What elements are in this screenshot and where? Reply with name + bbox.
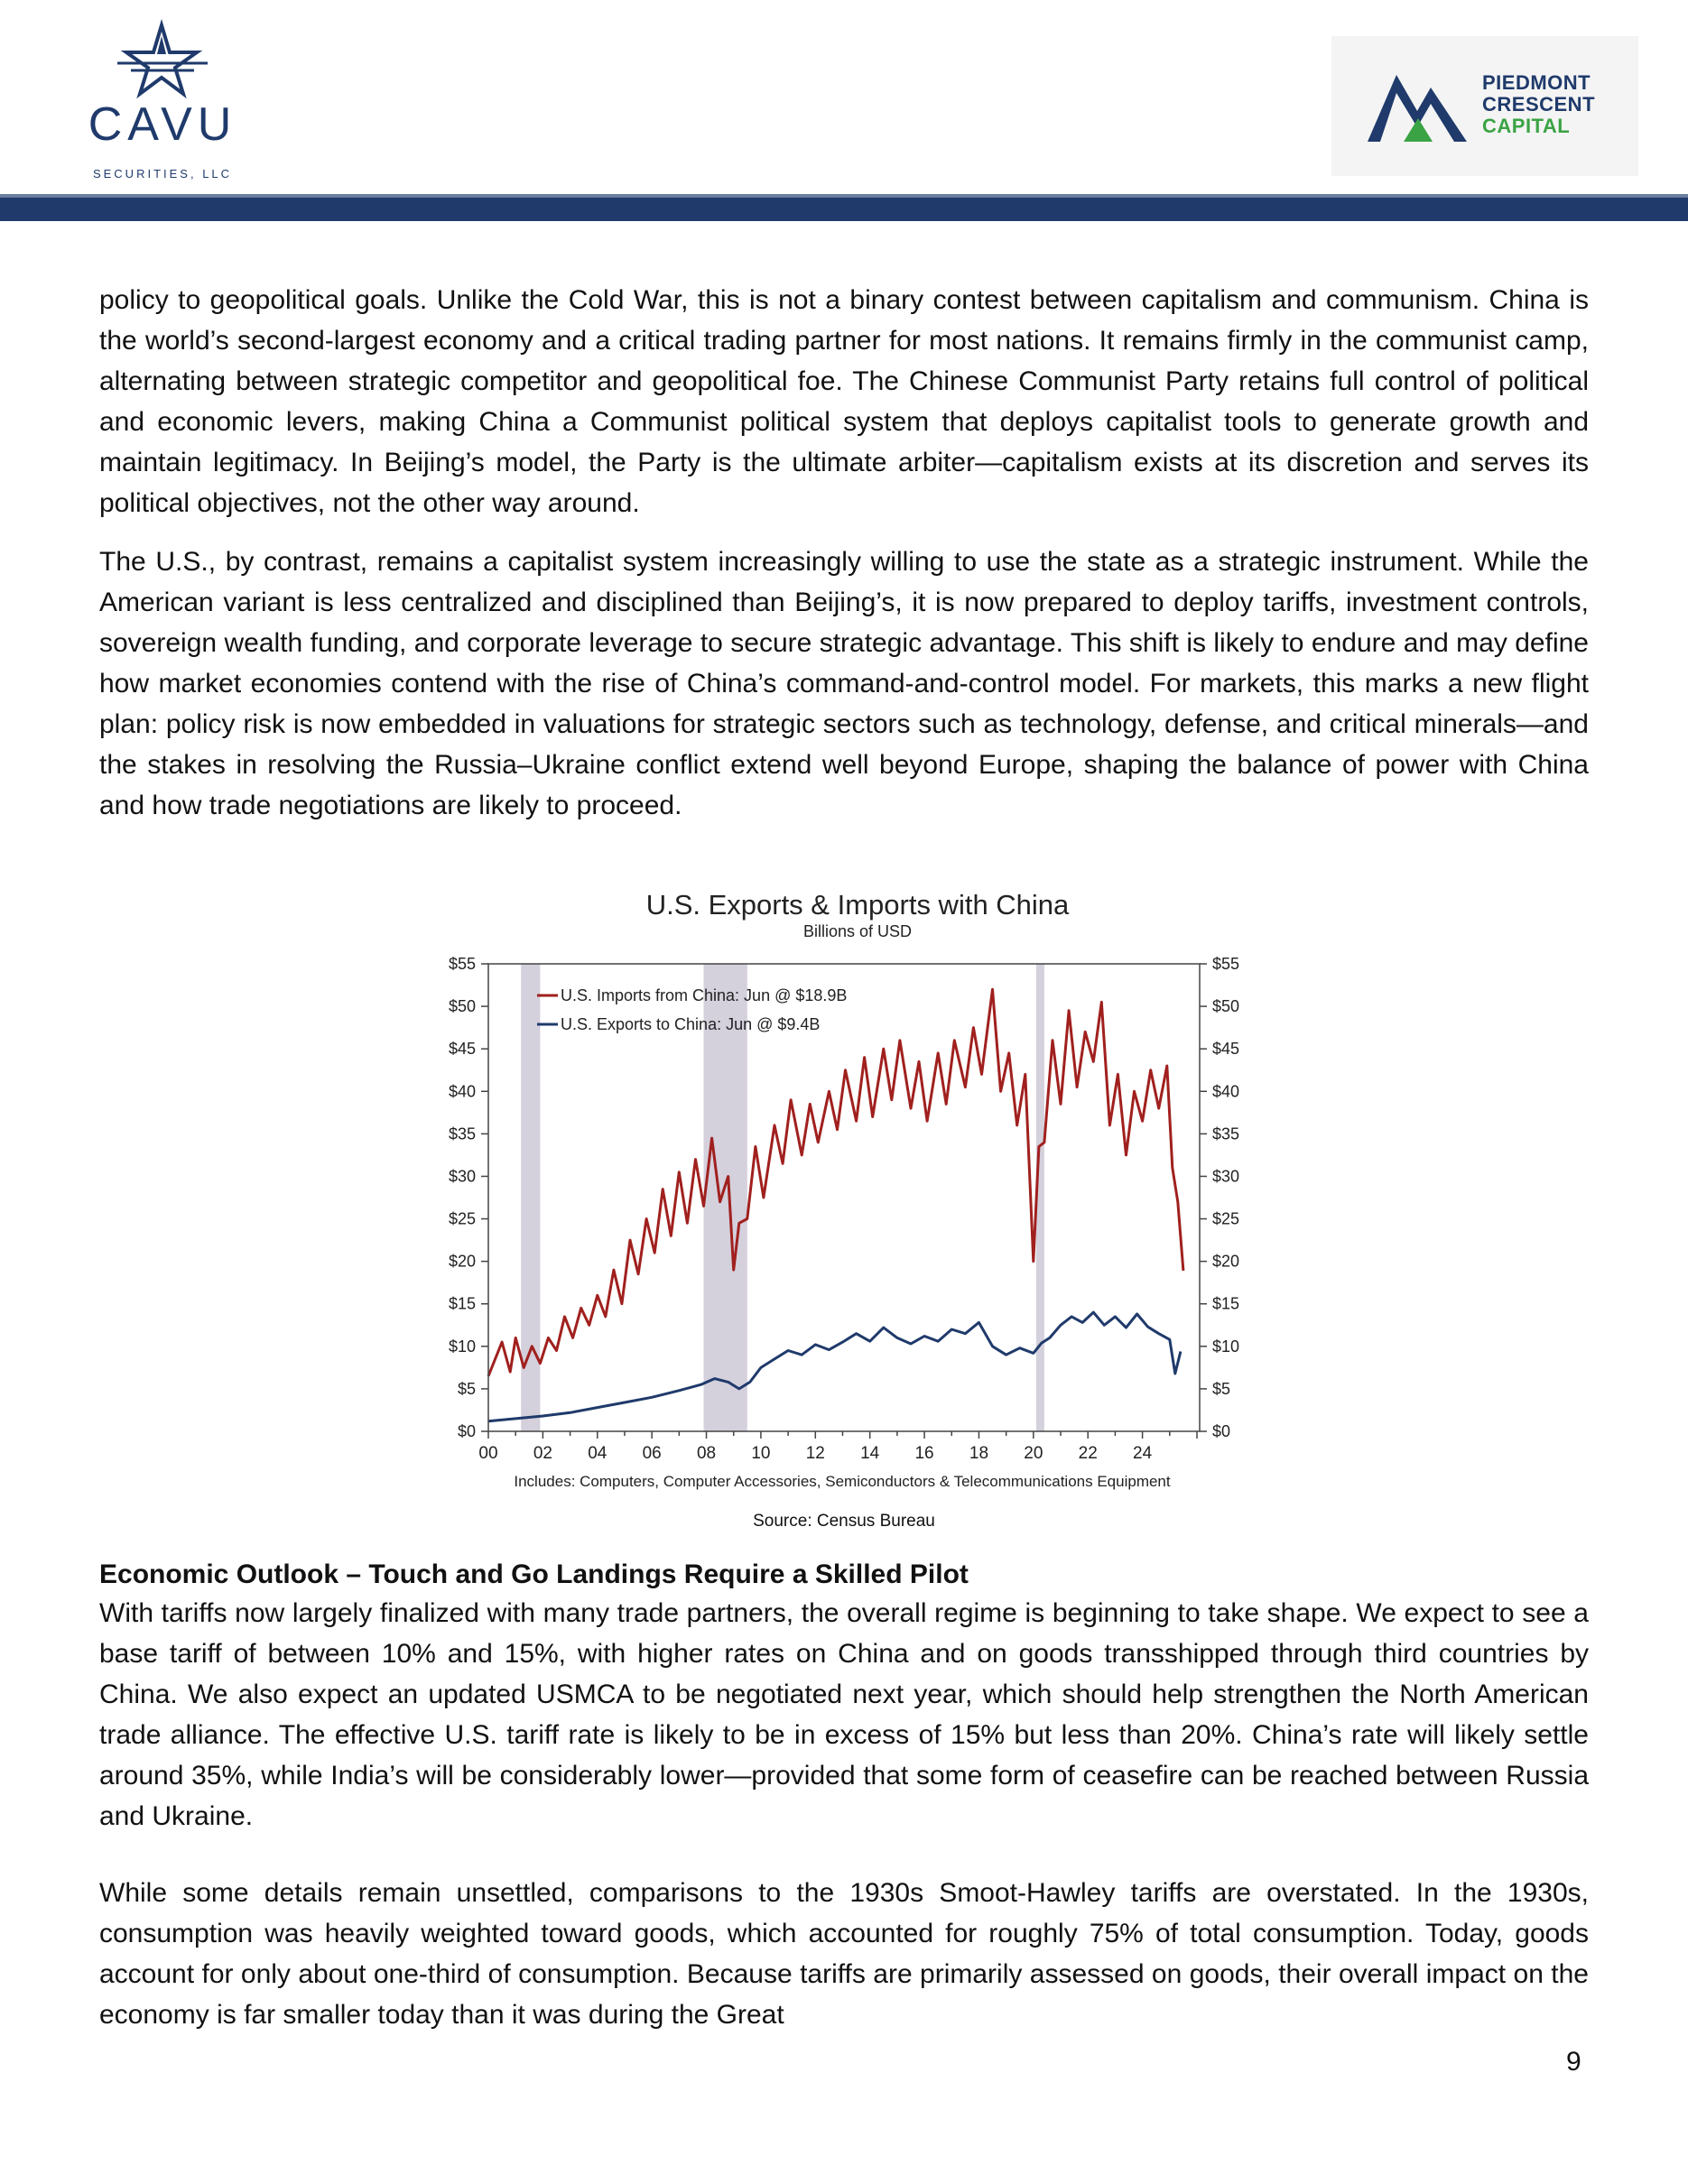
- mountain-logo-icon: [1368, 68, 1476, 144]
- y-tick-label-left: $35: [448, 1124, 476, 1143]
- recession-band: [521, 964, 540, 1431]
- header-divider-bar: [0, 198, 1688, 221]
- y-tick-label-right: $20: [1212, 1252, 1240, 1271]
- chart-footnote: Includes: Computers, Computer Accessories, Semiconductors & Telecommunications Equipment: [514, 1473, 1171, 1490]
- x-tick-label: 06: [642, 1444, 662, 1463]
- section-heading: Economic Outlook – Touch and Go Landings Require a Skilled Pilot: [99, 1559, 969, 1589]
- x-tick-label: 02: [533, 1444, 552, 1463]
- y-tick-label-left: $10: [448, 1337, 476, 1356]
- y-tick-label-right: $15: [1212, 1294, 1240, 1313]
- trade-chart-svg: [442, 889, 1240, 1503]
- chart-title: U.S. Exports & Imports with China: [645, 889, 1070, 921]
- x-tick-label: 16: [914, 1444, 934, 1463]
- x-tick-label: 20: [1024, 1444, 1043, 1463]
- pcc-line-1: PIEDMONT: [1482, 71, 1591, 94]
- x-tick-label: 24: [1133, 1444, 1153, 1463]
- y-tick-label-left: $25: [448, 1209, 476, 1228]
- y-tick-label-left: $15: [448, 1294, 476, 1313]
- paragraph-us-contrast: The U.S., by contrast, remains a capitalist system increasingly willing to use the state as a strategic instrument. While the American variant is less centralized and disciplined than Beijing’s, it is now prepared to deploy tariffs, investment controls, sovereign wealth funding, and corporate leverage to secure strategic advantage. This shift is likely to endure and may define how market economies contend with the rise of China’s command-and-control model. For markets, this marks a new flight plan: policy risk is now embedded in valuations for strategic sectors such as technology, defense, and critical minerals—and the stakes in resolving the Russia–Ukraine conflict extend well beyond Europe, shaping the balance of power with China and how trade negotiations are likely to proceed.: [99, 547, 1589, 820]
- x-tick-label: 18: [969, 1444, 989, 1463]
- y-tick-label-left: $30: [448, 1167, 476, 1186]
- page-number: 9: [1566, 2047, 1581, 2077]
- chart-subtitle: Billions of USD: [802, 922, 913, 940]
- x-tick-label: 22: [1078, 1444, 1098, 1463]
- recession-band: [704, 964, 747, 1431]
- chart-source: Source: Census Bureau: [753, 1512, 935, 1531]
- pcc-line-2: CRESCENT: [1482, 93, 1596, 116]
- y-tick-label-left: $40: [448, 1082, 476, 1101]
- paragraph-smoot-hawley: While some details remain unsettled, comparisons to the 1930s Smoot-Hawley tariffs are overstated. In the 1930s, consumption was heavily weighted toward goods, which accounted for roughly 75% of total consumption. Today, goods account for only about one-third of consumption. Because tariffs are primarily assessed on goods, their overall impact on the economy is far smaller today than it was during the Great: [99, 1878, 1589, 2030]
- cavu-subtitle: SECURITIES, LLC: [92, 167, 233, 180]
- x-tick-label: 14: [860, 1444, 880, 1463]
- piedmont-crescent-logo: [1331, 36, 1638, 176]
- trade-chart: [442, 889, 1240, 1503]
- y-tick-label-right: $45: [1212, 1040, 1240, 1059]
- y-tick-label-right: $0: [1212, 1422, 1231, 1440]
- exports-series-line: [488, 1312, 1181, 1421]
- y-tick-label-left: $0: [457, 1422, 476, 1440]
- cavu-star-icon: [81, 18, 244, 99]
- x-tick-label: 04: [588, 1444, 607, 1463]
- y-tick-label-left: $5: [457, 1379, 476, 1398]
- page-header: [0, 0, 1688, 226]
- y-tick-label-left: $45: [448, 1040, 476, 1059]
- cavu-logo: [81, 18, 244, 180]
- legend-imports-label: U.S. Imports from China: Jun @ $18.9B: [561, 986, 848, 1004]
- x-tick-label: 08: [696, 1444, 717, 1463]
- y-tick-label-right: $25: [1212, 1209, 1240, 1228]
- x-tick-label: 10: [751, 1444, 771, 1463]
- pcc-line-3: CAPITAL: [1482, 115, 1571, 137]
- y-tick-label-left: $20: [448, 1252, 476, 1271]
- y-tick-label-right: $50: [1212, 997, 1240, 1016]
- y-tick-label-right: $10: [1212, 1337, 1240, 1356]
- x-tick-label: 00: [478, 1444, 498, 1463]
- paragraph-geopolitics: policy to geopolitical goals. Unlike the Cold War, this is not a binary contest between capitalism and communism. China is the world’s second-largest economy and a critical trading partner for most nations. It remains firmly in the communist camp, alternating between strategic competitor and geopolitical foe. The Chinese Communist Party retains full control of political and economic levers, making China a Communist political system that deploys capitalist tools to generate growth and maintain legitimacy. In Beijing’s model, the Party is the ultimate arbiter—capitalism exists at its discretion and serves its political objectives, not the other way around.: [99, 285, 1589, 518]
- y-tick-label-right: $30: [1212, 1167, 1240, 1186]
- y-tick-label-right: $35: [1212, 1124, 1240, 1143]
- x-tick-label: 12: [805, 1444, 825, 1463]
- y-tick-label-left: $50: [448, 997, 476, 1016]
- legend-exports-label: U.S. Exports to China: Jun @ $9.4B: [561, 1015, 821, 1033]
- y-tick-label-right: $40: [1212, 1082, 1240, 1101]
- chart-legend: [537, 986, 847, 1033]
- y-tick-label-right: $55: [1212, 955, 1240, 973]
- cavu-title: CAVU: [88, 98, 237, 151]
- y-tick-label-left: $55: [448, 955, 476, 973]
- paragraph-tariffs: With tariffs now largely finalized with many trade partners, the overall regime is beginning to take shape. We expect to see a base tariff of between 10% and 15%, with higher rates on China and on goods transshipped through third countries by China. We also expect an updated USMCA to be negotiated next year, which should help strengthen the North American trade alliance. The effective U.S. tariff rate is likely to be in excess of 15% but less than 20%. China’s rate will likely settle around 35%, while India’s will be considerably lower—provided that some form of ceasefire can be reached between Russia and Ukraine.: [99, 1598, 1589, 1831]
- y-tick-label-right: $5: [1212, 1379, 1231, 1398]
- plot-frame: [488, 964, 1200, 1431]
- imports-series-line: [488, 989, 1183, 1376]
